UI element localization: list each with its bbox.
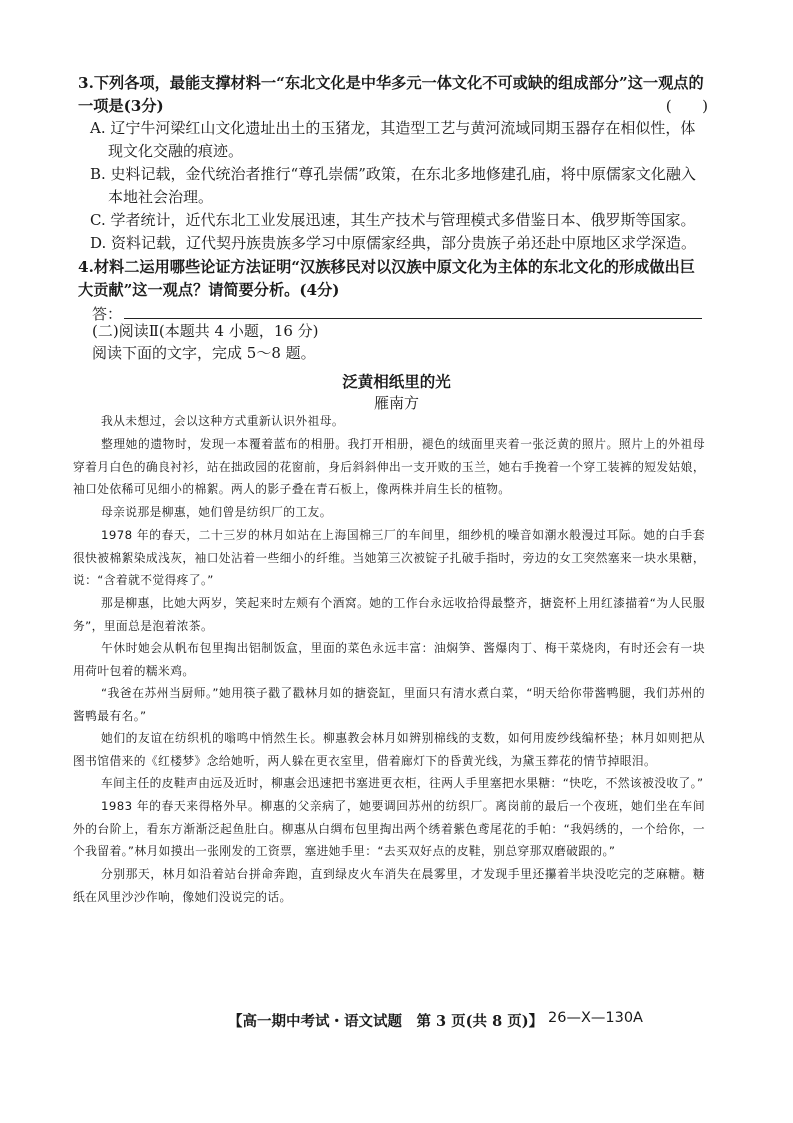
option-d[interactable]: D. 资料记载，辽代契丹族贵族多学习中原儒家经典，部分贵族子弟还赴中原地区求学深造。 (90, 234, 697, 252)
article-paragraph: 她们的友谊在纺织机的嗡鸣中悄然生长。柳惠教会林月如辨别棉线的支数，如何用废纱线编杯垫；林月如则把从图书馆借来的《红楼梦》念给她听，两人躲在更衣室里，借着廊灯下的昏黄光线，为黛玉葬花的情节掉眼泪。 (73, 731, 705, 768)
article-paragraph: 母亲说那是柳惠，她们曾是纺织厂的工友。 (101, 505, 332, 519)
article-paragraph: 整理她的遗物时，发现一本覆着蓝布的相册。我打开相册，褪色的绒面里夹着一张泛黄的照片。照片上的外祖母穿着月白色的确良衬衫，站在拙政园的花窗前，身后斜斜伸出一支开败的玉兰，她右手挽着一个穿工装裤的短发姑娘，袖口处依稀可见细小的棉絮。两人的影子叠在青石板上，像两株并肩生长的植物。 (73, 437, 705, 497)
page-footer: 【高一期中考试・语文试题 第 3 页(共 8 页)】 (228, 1013, 544, 1030)
article-paragraph: 车间主任的皮鞋声由远及近时，柳惠会迅速把书塞进更衣柜，往两人手里塞把水果糖：“快吃，不然该被没收了。” (101, 776, 704, 790)
section-heading: (二)阅读Ⅱ(本题共 4 小题，16 分) (92, 322, 319, 340)
answer-bracket[interactable]: ( ) (665, 97, 708, 115)
answer-writing-line[interactable] (124, 318, 702, 319)
article-paragraph: 1978 年的春天，二十三岁的林月如站在上海国棉三厂的车间里，细纱机的噪音如潮水般漫过耳际。她的白手套很快被棉絮染成浅灰，袖口处沾着一些细小的纤维。当她第三次被锭子扎破手指时，旁边的女工突然塞来一块水果糖，说：“含着就不觉得疼了。” (73, 528, 705, 588)
article-title: 泛黄相纸里的光 (342, 372, 451, 391)
option-a[interactable]: A. 辽宁牛河梁红山文化遗址出土的玉猪龙，其造型工艺与黄河流域同期玉器存在相似性，体现文化交融的痕迹。 (90, 119, 696, 160)
article-author: 雁南方 (373, 394, 419, 412)
article-paragraph: 1983 年的春天来得格外早。柳惠的父亲病了，她要调回苏州的纺织厂。离岗前的最后一个夜班，她们坐在车间外的台阶上，看东方渐渐泛起鱼肚白。柳惠从白绸布包里掏出两个绣着紫色鸢尾花的手帕：“我妈绣的，一个给你，一个我留着。”林月如摸出一张刚发的工资票，塞进她手里：“去买双好点的皮鞋，别总穿那双磨破跟的。” (73, 799, 705, 859)
exam-code: 26—X—130A (548, 1010, 643, 1026)
article-paragraph: 那是柳惠，比她大两岁，笑起来时左颊有个酒窝。她的工作台永远收拾得最整齐，搪瓷杯上用红漆描着“为人民服务”，里面总是泡着浓茶。 (73, 596, 705, 633)
question-3-text: 3.下列各项，最能支撑材料一“东北文化是中华多元一体文化不可或缺的组成部分”这一观点的一项是(3分) (78, 74, 704, 115)
question-3-stem (78, 72, 708, 118)
article-paragraph: 我从未想过，会以这种方式重新认识外祖母。 (101, 414, 344, 428)
answer-label: 答： (92, 305, 123, 323)
option-b[interactable]: B. 史料记载，金代统治者推行“尊孔崇儒”政策，在东北多地修建孔庙，将中原儒家文化融入本地社会治理。 (90, 165, 696, 206)
option-c[interactable]: C. 学者统计，近代东北工业发展迅速，其生产技术与管理模式多借鉴日本、俄罗斯等国家。 (90, 211, 696, 229)
question-4-stem: 4.材料二运用哪些论证方法证明“汉族移民对以汉族中原文化为主体的东北文化的形成做出巨大贡献”这一观点？请简要分析。(4分) (78, 258, 695, 299)
article-paragraph: 午休时她会从帆布包里掏出铝制饭盒，里面的菜色永远丰富：油焖笋、酱爆肉丁、梅干菜烧肉，有时还会有一块用荷叶包着的糯米鸡。 (73, 641, 705, 678)
article-paragraph: 分别那天，林月如沿着站台拼命奔跑，直到绿皮火车消失在晨雾里，才发现手里还攥着半块没吃完的芝麻糖。糖纸在风里沙沙作响，像她们没说完的话。 (73, 867, 705, 904)
article-paragraph: “我爸在苏州当厨师。”她用筷子戳了戳林月如的搪瓷缸，里面只有清水煮白菜，“明天给你带酱鸭腿，我们苏州的酱鸭最有名。” (73, 686, 705, 723)
section-instruction: 阅读下面的文字，完成 5～8 题。 (92, 344, 316, 362)
